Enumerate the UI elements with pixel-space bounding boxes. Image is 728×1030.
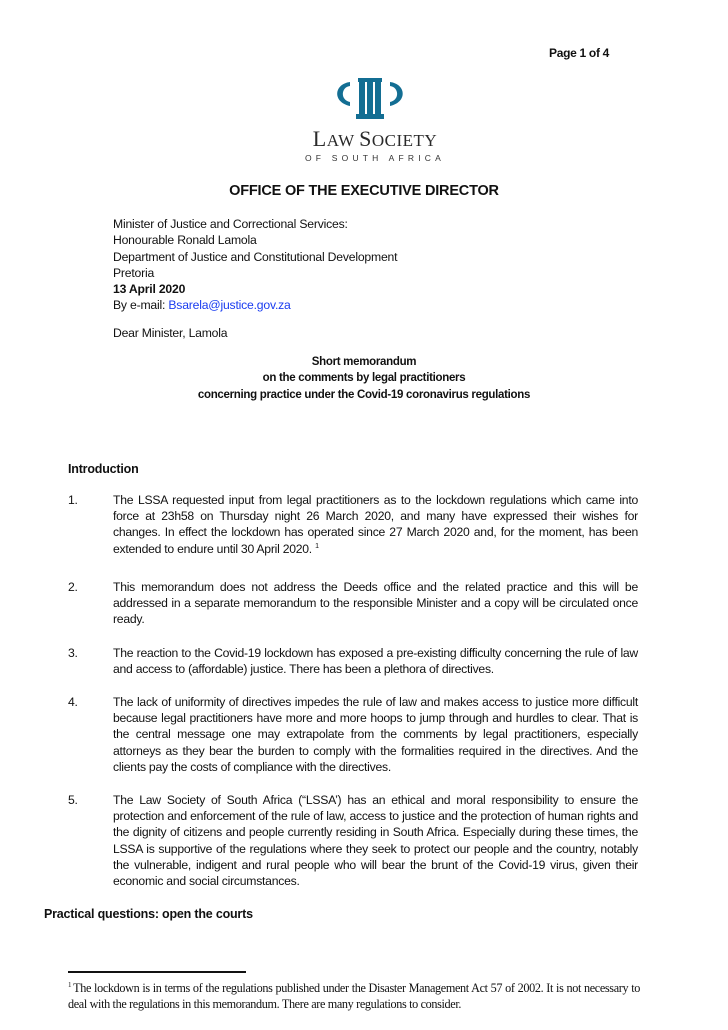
email-label: By e-mail: xyxy=(113,298,169,313)
section-heading-introduction: Introduction xyxy=(68,462,139,476)
list-item xyxy=(68,492,638,557)
address-line: Minister of Justice and Correctional Services: xyxy=(113,217,348,231)
list-item xyxy=(68,792,638,889)
item-number: 2. xyxy=(68,580,78,594)
item-text: The LSSA requested input from legal practitioners as to the lockdown regulations which came into force at 23h58 on Thursday night 26 March 2020, and many have expressed their wishes for changes. In effect the lockdown has operated since 27 March 2020 and, for the moment, has been extended to endure until 30 April 2020. xyxy=(113,493,638,556)
salutation: Dear Minister, Lamola xyxy=(113,326,228,340)
item-text: The lack of uniformity of directives impedes the rule of law and makes access to justice more difficult because legal practitioners have more and more hoops to jump through and hurdles to clear. That is the central message one may extrapolate from the comments by legal practitioners, especially attorneys as they bear the burden to comply with the formalities required in the directives. And the clients pay the costs of compliance with the directives. xyxy=(113,695,638,774)
item-text: This memorandum does not address the Deeds office and the related practice and this will be addressed in a separate memorandum to the responsible Minister and a copy will be circulated once ready. xyxy=(113,580,638,627)
list-item xyxy=(68,645,638,677)
footnote-text: The lockdown is in terms of the regulations published under the Disaster Management Act 57 of 2002. It is not necessary to deal with the regulations in this memorandum. There are many regulations to consider. xyxy=(68,981,640,1011)
item-text: The reaction to the Covid-19 lockdown has exposed a pre-existing difficulty concerning the rule of law and access to (affordable) justice. There has been a plethora of directives. xyxy=(113,646,638,677)
office-title: OFFICE OF THE EXECUTIVE DIRECTOR xyxy=(229,183,499,199)
letter-date: 13 April 2020 xyxy=(113,282,186,297)
list-item xyxy=(68,694,638,775)
item-text: The Law Society of South Africa (“LSSA’) has an ethical and moral responsibility to ensure the protection and enforcement of the rule of law, access to justice and the protection of human rights and the dignity of citizens and people currently residing in South Africa. Especially during these times, the LSSA is supportive of the regulations where they seek to protect our people and the country, notably the vulnerable, indigent and rural people who will bear the brunt of the Covid-19 virus, given their economic and social circumstances. xyxy=(113,793,638,889)
logo-name: LAW SOCIETY xyxy=(312,126,438,151)
section-heading-practical: Practical questions: open the courts xyxy=(44,907,253,921)
footnote-separator xyxy=(68,971,246,973)
address-line: Department of Justice and Constitutional Development xyxy=(113,249,398,264)
footnote-number: 1 xyxy=(68,980,72,989)
email-link[interactable]: Bsarela@justice.gov.za xyxy=(168,298,291,313)
address-line: Honourable Ronald Lamola xyxy=(113,233,257,248)
footnote-ref[interactable]: 1 xyxy=(315,542,319,550)
page-number: Page 1 of 4 xyxy=(549,46,610,60)
recipient-address xyxy=(113,216,397,314)
address-line: Pretoria xyxy=(113,265,155,280)
email-line xyxy=(113,297,397,313)
law-society-logo-icon xyxy=(330,76,410,122)
footnote xyxy=(68,980,640,1012)
item-number: 4. xyxy=(68,695,78,709)
list-item xyxy=(68,579,638,628)
item-number: 3. xyxy=(68,646,78,660)
item-number: 5. xyxy=(68,793,78,807)
item-number: 1. xyxy=(68,493,78,507)
logo-subtitle: OF SOUTH AFRICA xyxy=(305,153,445,163)
memo-title: Short memorandum on the comments by legal practitioners concerning practice under the Covid-19 coronavirus regulations xyxy=(197,356,531,401)
